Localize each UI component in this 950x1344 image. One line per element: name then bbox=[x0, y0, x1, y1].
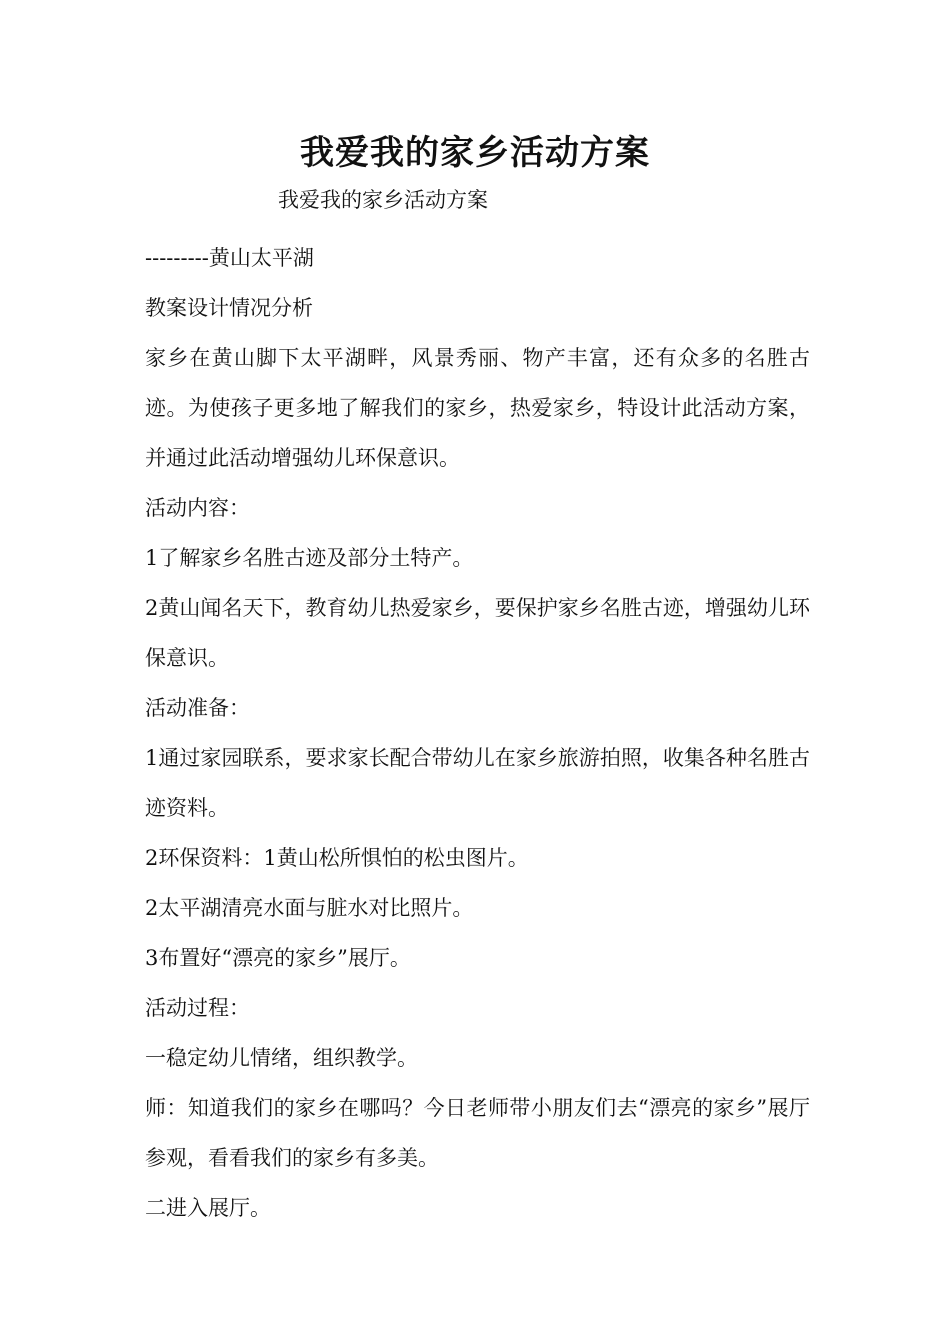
paragraph-preparation-4: 3布置好“漂亮的家乡”展厅。 bbox=[145, 946, 411, 970]
document-body bbox=[145, 233, 810, 1233]
paragraph-analysis: 家乡在黄山脚下太平湖畔，风景秀丽、物产丰富，还有众多的名胜古迹。为使孩子更多地了解我们的家乡，热爱家乡，特设计此活动方案，并通过此活动增强幼儿环保意识。 bbox=[145, 346, 810, 470]
document-title: 我爱我的家乡活动方案 bbox=[300, 133, 650, 173]
paragraph-heading-process: 活动过程： bbox=[145, 996, 250, 1020]
paragraph-heading-preparation: 活动准备： bbox=[145, 696, 250, 720]
paragraph-content-2: 2黄山闻名天下，教育幼儿热爱家乡，要保护家乡名胜古迹，增强幼儿环保意识。 bbox=[145, 596, 810, 670]
document-subtitle: 我爱我的家乡活动方案 bbox=[278, 188, 488, 212]
paragraph-heading-content: 活动内容： bbox=[145, 496, 250, 520]
paragraph-preparation-2: 2环保资料：1黄山松所惧怕的松虫图片。 bbox=[145, 846, 529, 870]
paragraph-process-3: 二进入展厅。 bbox=[145, 1196, 271, 1220]
paragraph-process-2: 师：知道我们的家乡在哪吗？今日老师带小朋友们去“漂亮的家乡”展厅参观，看看我们的家乡有多美。 bbox=[145, 1096, 810, 1170]
paragraph-heading-analysis: 教案设计情况分析 bbox=[145, 296, 313, 320]
paragraph-process-1: 一稳定幼儿情绪，组织教学。 bbox=[145, 1046, 418, 1070]
paragraph-preparation-3: 2太平湖清亮水面与脏水对比照片。 bbox=[145, 896, 474, 920]
paragraph-location: ---------黄山太平湖 bbox=[145, 246, 314, 270]
paragraph-content-1: 1了解家乡名胜古迹及部分土特产。 bbox=[145, 546, 474, 570]
paragraph-preparation-1: 1通过家园联系，要求家长配合带幼儿在家乡旅游拍照，收集各种名胜古迹资料。 bbox=[145, 746, 810, 820]
